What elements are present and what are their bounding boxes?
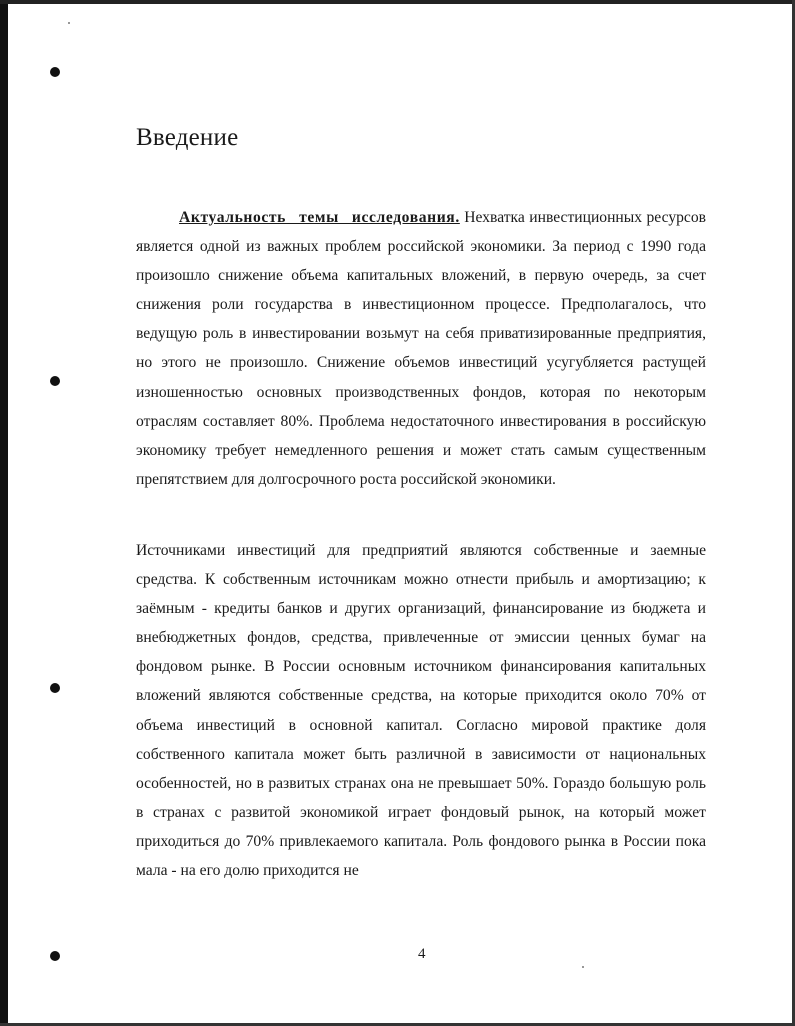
- punch-hole-icon: [50, 67, 60, 77]
- punch-hole-icon: [50, 683, 60, 693]
- page-number: 4: [418, 946, 426, 962]
- paragraph-relevance-text: Нехватка инвестиционных ресурсов является одной из важных проблем российской экономики. За период с 1990 года произошло снижение объема капитальных вложений, в первую очередь, за счет снижения роли государства в инвестиционном процессе. Предполагалось, что ведущую роль в инвестировании возьмут на себя приватизированные предприятия, но этого не произошло. Снижение объемов инвестиций усугубляется растущей изношенностью основных производственных фондов, которая по некоторым отраслям составляет 80%. Проблема недостаточного инвестирования в российскую экономику требует немедленного решения и может стать самым существенным препятствием для долгосрочного роста российской экономики.: [136, 209, 706, 488]
- scan-speck: [582, 966, 584, 968]
- scan-left-border: [0, 0, 8, 1026]
- scan-top-border: [0, 0, 795, 4]
- paragraph-relevance: [136, 203, 706, 494]
- paragraph-investment-sources: Источниками инвестиций для предприятий являются собственные и заемные средства. К собственным источникам можно отнести прибыль и амортизацию; к заёмным - кредиты банков и других организаций, финансирование из бюджета и внебюджетных фондов, средства, привлеченные от эмиссии ценных бумаг на фондовом рынке. В России основным источником финансирования капитальных вложений являются собственные средства, на которые приходится около 70% от объема инвестиций в основной капитал. Согласно мировой практике доля собственного капитала может быть различной в зависимости от национальных особенностей, но в развитых странах она не превышает 50%. Гораздо большую роль в странах с развитой экономикой играет фондовый рынок, на который может приходиться до 70% привлекаемого капитала. Роль фондового рынка в России пока мала - на его долю приходится не: [136, 542, 706, 880]
- punch-hole-icon: [50, 951, 60, 961]
- punch-hole-icon: [50, 376, 60, 386]
- page-title: Введение: [136, 124, 239, 151]
- scan-speck: [68, 22, 70, 24]
- section-lead-heading: Актуальность темы исследования.: [179, 209, 460, 226]
